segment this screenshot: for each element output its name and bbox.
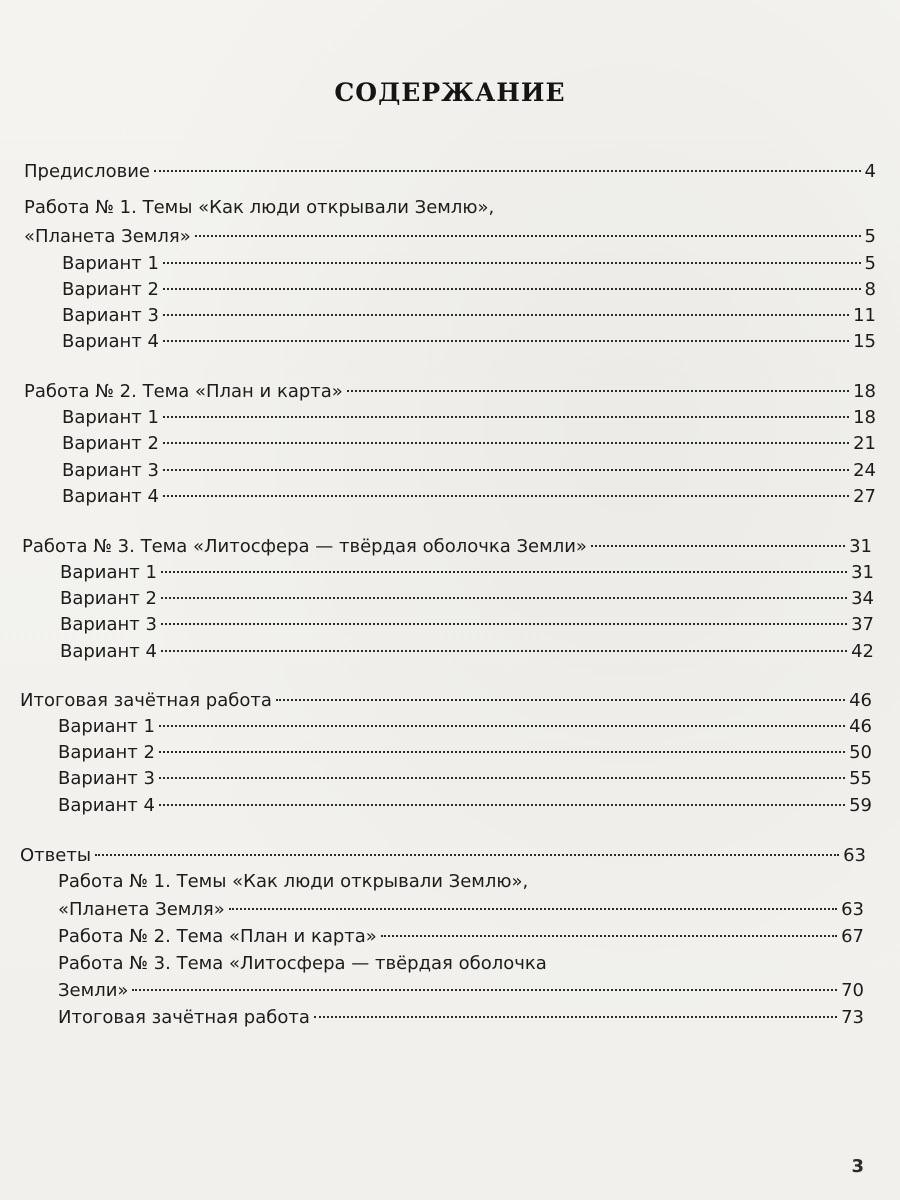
- toc-entry-label: Земли»: [58, 980, 129, 1001]
- dot-leader: [195, 235, 861, 237]
- toc-entry-label: Итоговая зачётная работа: [20, 690, 272, 711]
- toc-page-number: 27: [853, 486, 876, 507]
- dot-leader: [163, 416, 849, 418]
- toc-entry-work2: [24, 380, 876, 404]
- toc-entry-label: Вариант 4: [62, 486, 159, 507]
- page-number: 3: [851, 1156, 864, 1177]
- toc-entry-final-variant1: [58, 715, 872, 739]
- toc-page-number: 46: [849, 716, 872, 737]
- toc-page-number: 55: [849, 768, 872, 789]
- dot-leader: [591, 545, 845, 547]
- dot-leader: [347, 390, 849, 392]
- toc-page-number: 50: [849, 742, 872, 763]
- toc-entry-work1-line1: Работа № 1. Темы «Как люди открывали Землю»,: [24, 197, 495, 218]
- toc-page-number: 37: [851, 614, 874, 635]
- toc-page-number: 5: [864, 226, 876, 247]
- toc-entry-answers: [20, 844, 866, 868]
- dot-leader: [95, 854, 839, 856]
- toc-page-number: 73: [841, 1007, 864, 1028]
- toc-entry-label: Вариант 1: [58, 716, 155, 737]
- toc-entry-label: Вариант 2: [62, 433, 159, 454]
- toc-entry-label: Вариант 1: [62, 407, 159, 428]
- dot-leader: [381, 935, 837, 937]
- toc-entry-work1-variant2: [62, 278, 876, 302]
- dot-leader: [163, 340, 849, 342]
- toc-page-number: 21: [853, 433, 876, 454]
- page-title: СОДЕРЖАНИЕ: [334, 78, 566, 107]
- dot-leader: [161, 597, 847, 599]
- toc-entry-label: Предисловие: [24, 161, 150, 182]
- toc-entry-label: Вариант 3: [60, 614, 157, 635]
- toc-entry-label: Вариант 2: [58, 742, 155, 763]
- toc-page-number: 24: [853, 460, 876, 481]
- toc-entry-label: «Планета Земля»: [58, 899, 225, 920]
- toc-page-number: 31: [851, 562, 874, 583]
- toc-entry-answers-work2: [58, 925, 864, 949]
- dot-leader: [159, 804, 845, 806]
- toc-entry-label: Вариант 4: [58, 795, 155, 816]
- dot-leader: [163, 262, 861, 264]
- toc-entry-label: Вариант 4: [62, 331, 159, 352]
- dot-leader: [163, 314, 849, 316]
- toc-entry-final: [20, 689, 872, 713]
- toc-entry-final-variant3: [58, 767, 872, 791]
- toc-entry-work2-variant1: [62, 406, 876, 430]
- dot-leader: [163, 469, 849, 471]
- dot-leader: [159, 777, 845, 779]
- toc-page-number: 18: [853, 381, 876, 402]
- toc-entry-label: Вариант 1: [60, 562, 157, 583]
- toc-entry-label: Вариант 3: [62, 305, 159, 326]
- toc-page-number: 5: [864, 253, 876, 274]
- toc-entry-answers-final: [58, 1006, 864, 1030]
- dot-leader: [276, 699, 845, 701]
- toc-page-number: 34: [851, 588, 874, 609]
- toc-entry-final-variant4: [58, 794, 872, 818]
- toc-entry-label: Вариант 2: [62, 279, 159, 300]
- toc-entry-work1-variant1: [62, 252, 876, 276]
- toc-entry-work2-variant2: [62, 432, 876, 456]
- toc-entry-label: Вариант 1: [62, 253, 159, 274]
- toc-entry-label: Вариант 4: [60, 641, 157, 662]
- toc-entry-answers-work1-line1: Работа № 1. Темы «Как люди открывали Землю»,: [58, 871, 529, 892]
- toc-entry-work1-variant4: [62, 330, 876, 354]
- toc-page-number: 31: [849, 536, 872, 557]
- toc-page-number: 63: [841, 899, 864, 920]
- toc-entry-label: Работа № 2. Тема «План и карта»: [24, 381, 343, 402]
- dot-leader: [163, 495, 849, 497]
- toc-entry-work2-variant3: [62, 459, 876, 483]
- dot-leader: [163, 288, 861, 290]
- toc-entry-label: Ответы: [20, 845, 92, 866]
- dot-leader: [154, 170, 861, 172]
- dot-leader: [163, 442, 849, 444]
- toc-page-number: 46: [849, 690, 872, 711]
- toc-entry-label: Вариант 3: [58, 768, 155, 789]
- toc-entry-work3-variant4: [60, 640, 874, 664]
- dot-leader: [159, 725, 845, 727]
- toc-entry-final-variant2: [58, 741, 872, 765]
- toc-entry-label: Работа № 2. Тема «План и карта»: [58, 926, 377, 947]
- toc-entry-work3-variant1: [60, 561, 874, 585]
- dot-leader: [161, 623, 847, 625]
- toc-entry-label: Работа № 3. Тема «Литосфера — твёрдая оболочка Земли»: [22, 536, 587, 557]
- toc-page-number: 63: [843, 845, 866, 866]
- dot-leader: [132, 989, 837, 991]
- toc-entry-label: «Планета Земля»: [24, 226, 191, 247]
- toc-entry-label: Вариант 3: [62, 460, 159, 481]
- toc-page-number: 67: [841, 926, 864, 947]
- toc-page-number: 70: [841, 980, 864, 1001]
- dot-leader: [161, 571, 847, 573]
- toc-entry-work3: [22, 535, 872, 559]
- toc-entry-label: Вариант 2: [60, 588, 157, 609]
- toc-entry-work3-variant3: [60, 613, 874, 637]
- toc-page-number: 11: [853, 305, 876, 326]
- toc-page-number: 59: [849, 795, 872, 816]
- toc-entry-work3-variant2: [60, 587, 874, 611]
- dot-leader: [161, 650, 847, 652]
- dot-leader: [314, 1016, 837, 1018]
- toc-page-number: 4: [864, 161, 876, 182]
- toc-entry-answers-work3-line1: Работа № 3. Тема «Литосфера — твёрдая оболочка: [58, 953, 547, 974]
- toc-entry-label: Итоговая зачётная работа: [58, 1007, 310, 1028]
- dot-leader: [229, 908, 837, 910]
- toc-page-number: 18: [853, 407, 876, 428]
- toc-page-number: 8: [864, 279, 876, 300]
- dot-leader: [159, 751, 845, 753]
- toc-entry-work2-variant4: [62, 485, 876, 509]
- toc-entry-answers-work1: [58, 898, 864, 922]
- toc-page-number: 42: [851, 641, 874, 662]
- toc-entry-answers-work3: [58, 979, 864, 1003]
- toc-entry-preface: [24, 160, 876, 184]
- toc-page-number: 15: [853, 331, 876, 352]
- toc-entry-work1: [24, 225, 876, 249]
- toc-entry-work1-variant3: [62, 304, 876, 328]
